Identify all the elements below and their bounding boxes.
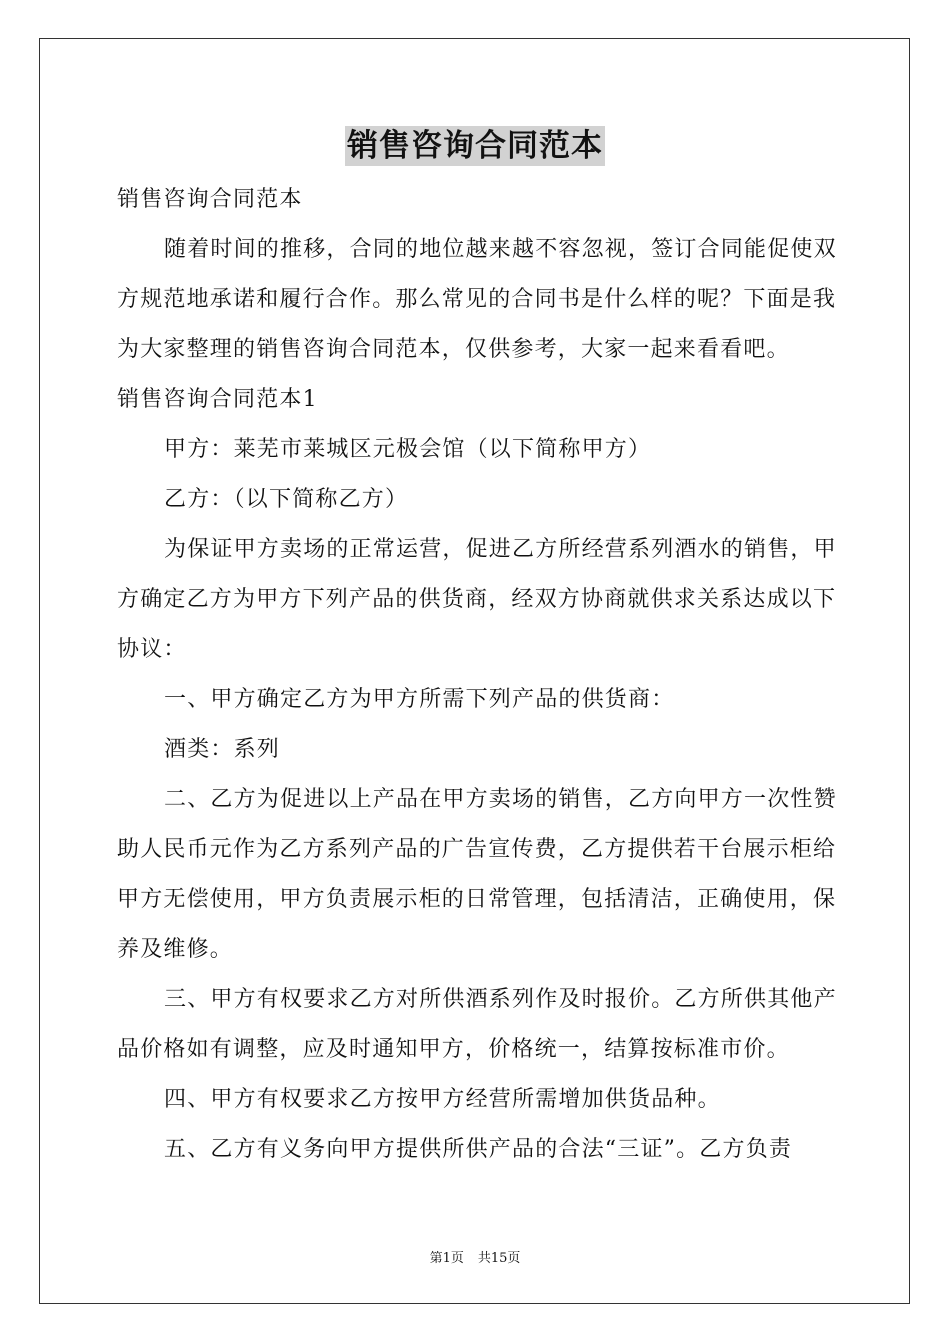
document-paragraph: 五、乙方有义务向甲方提供所供产品的合法“三证”。乙方负责 [164,1137,793,1162]
document-paragraph: 甲方：莱芜市莱城区元极会馆（以下简称甲方） [164,437,652,462]
document-paragraph: 四、甲方有权要求乙方按甲方经营所需增加供货品种。 [164,1087,721,1112]
page-number-total: 共15页 [477,1251,521,1266]
document-paragraph: 二、乙方为促进以上产品在甲方卖场的销售，乙方向甲方一次性赞助人民币元作为乙方系列产品的广告宣传费，乙方提供若干台展示柜给甲方无偿使用，甲方负责展示柜的日常管理，包括清洁，正确使用，保养及维修。 [117,787,837,962]
document-paragraph: 乙方：（以下简称乙方） [164,487,409,512]
document-paragraph: 三、甲方有权要求乙方对所供酒系列作及时报价。乙方所供其他产品价格如有调整，应及时通知甲方，价格统一，结算按标准市价。 [117,987,837,1062]
document-paragraph: 销售咨询合同范本 [117,187,303,212]
document-body [117,175,837,1175]
page-number-current: 第1页 [429,1251,464,1266]
document-paragraph: 一、甲方确定乙方为甲方所需下列产品的供货商： [164,687,675,712]
document-paragraph: 随着时间的推移，合同的地位越来越不容忽视，签订合同能促使双方规范地承诺和履行合作。那么常见的合同书是什么样的呢？下面是我为大家整理的销售咨询合同范本，仅供参考，大家一起来看看吧。 [117,237,837,362]
document-title-text: 销售咨询合同范本 [347,128,603,164]
page-footer [0,1247,950,1266]
document-paragraph: 销售咨询合同范本1 [117,387,318,412]
document-title [0,126,950,166]
document-paragraph: 酒类：系列 [164,737,281,762]
document-paragraph: 为保证甲方卖场的正常运营，促进乙方所经营系列酒水的销售，甲方确定乙方为甲方下列产品的供货商，经双方协商就供求关系达成以下协议： [117,537,837,662]
